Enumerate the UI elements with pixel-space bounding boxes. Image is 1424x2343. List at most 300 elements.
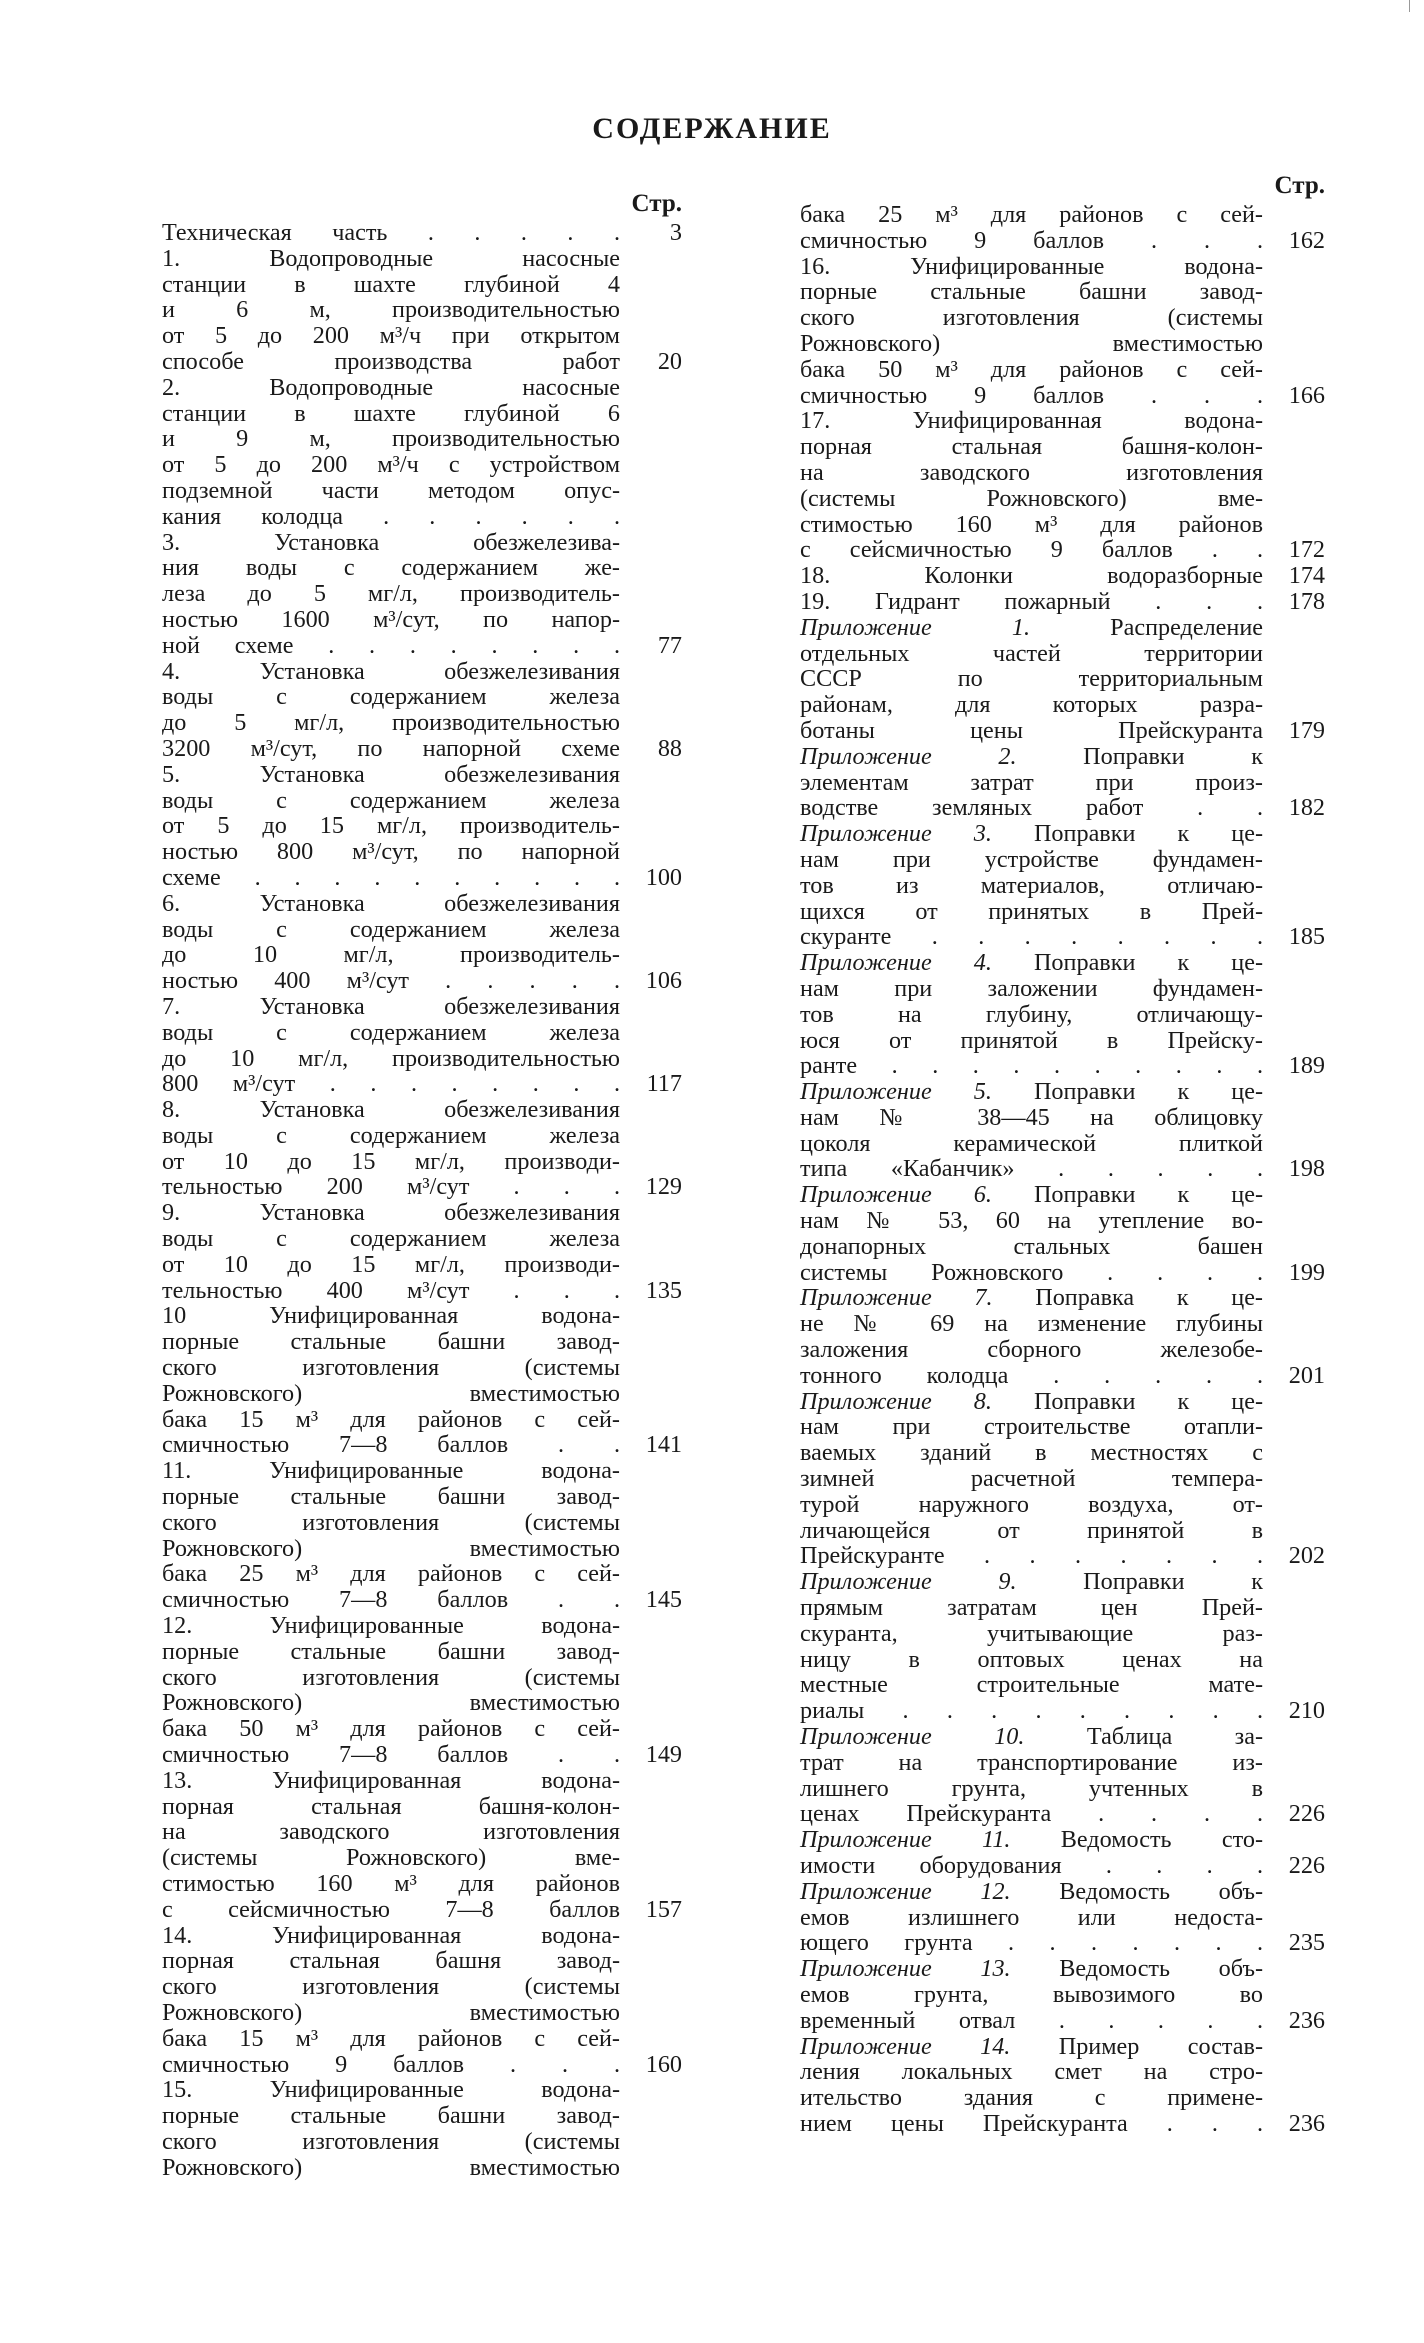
toc-entry-line bbox=[162, 1819, 682, 1845]
toc-entry-line bbox=[800, 305, 1325, 331]
toc-entry-line bbox=[800, 770, 1325, 796]
toc-page-number: 77 bbox=[657, 631, 682, 659]
toc-entry-line bbox=[162, 762, 682, 788]
toc-entry-line bbox=[800, 1930, 1325, 1956]
toc-entry-text: от 5 до 15 мг/л, производитель- bbox=[162, 812, 620, 840]
toc-entry-line bbox=[800, 2008, 1325, 2034]
toc-entry-line bbox=[800, 2034, 1325, 2060]
toc-page-number: 145 bbox=[645, 1586, 682, 1614]
toc-page-number: 179 bbox=[1288, 716, 1325, 744]
toc-entry-text: ной схеме . . . . . . . . bbox=[162, 631, 620, 659]
toc-entry-text: емов грунта, вывозимого во bbox=[800, 1980, 1263, 2008]
toc-entry-text: Рожновского) вместимостью bbox=[162, 2153, 620, 2181]
toc-right-column bbox=[800, 172, 1325, 2137]
toc-entry-text: ваемых зданий в местностях с bbox=[800, 1439, 1263, 1467]
toc-entry-line bbox=[162, 710, 682, 736]
toc-entry-line bbox=[162, 2000, 682, 2026]
toc-entry-line bbox=[162, 1149, 682, 1175]
toc-entry-text: смичностью 9 баллов . . . bbox=[800, 381, 1263, 409]
toc-entry-text: ностью 800 м³/сут, по напорной bbox=[162, 838, 620, 866]
toc-entry-text: на заводского изготовления bbox=[800, 458, 1263, 486]
toc-entry-text: бака 25 м³ для районов с сей- bbox=[800, 201, 1263, 228]
appendix-label: Приложение 3. bbox=[800, 820, 992, 848]
toc-entry-text: Приложение 6. Поправки к це- bbox=[800, 1181, 1263, 1209]
toc-entry-text: Приложение 2. Поправки к bbox=[800, 742, 1263, 770]
appendix-label: Приложение 11. bbox=[800, 1826, 1011, 1854]
toc-entry-line bbox=[162, 555, 682, 581]
toc-entry-line bbox=[800, 641, 1325, 667]
toc-entry-line bbox=[800, 873, 1325, 899]
toc-right-entries bbox=[800, 202, 1325, 2137]
toc-entry-line bbox=[800, 1105, 1325, 1131]
toc-entry-line bbox=[800, 1002, 1325, 1028]
toc-entry-line bbox=[162, 1794, 682, 1820]
toc-entry-line bbox=[800, 692, 1325, 718]
toc-entry-text: ского изготовления (системы bbox=[162, 1354, 620, 1382]
toc-entry-line bbox=[162, 2052, 682, 2078]
toc-entry-text: нам при заложении фундамен- bbox=[800, 974, 1263, 1002]
toc-entry-text: Приложение 11. Ведомость сто- bbox=[800, 1826, 1264, 1854]
toc-page-number: 202 bbox=[1288, 1542, 1325, 1570]
toc-entry-text: тельностью 400 м³/сут . . . bbox=[162, 1276, 620, 1304]
toc-entry-line bbox=[800, 1260, 1325, 1286]
toc-entry-line bbox=[800, 899, 1325, 925]
toc-page-number: 182 bbox=[1288, 794, 1325, 822]
toc-page-number: 141 bbox=[645, 1431, 682, 1459]
toc-entry-text: (системы Рожновского) вме- bbox=[162, 1844, 620, 1872]
toc-entry-line bbox=[162, 1768, 682, 1794]
toc-entry-text: Приложение 9. Поправки к bbox=[800, 1568, 1263, 1596]
toc-entry-text: схеме . . . . . . . . . . bbox=[162, 863, 620, 891]
toc-entry-text: нам при строительстве отапли- bbox=[800, 1413, 1263, 1441]
toc-entry-line bbox=[800, 1750, 1325, 1776]
toc-entry-text: станции в шахте глубиной 4 bbox=[162, 270, 620, 298]
toc-entry-text: порная стальная башня завод- bbox=[162, 1947, 620, 1975]
toc-entry-line bbox=[162, 581, 682, 607]
toc-entry-line bbox=[800, 537, 1325, 563]
toc-page-number: 166 bbox=[1288, 381, 1325, 409]
toc-entry-text: порные стальные башни завод- bbox=[162, 2102, 620, 2130]
toc-entry-line bbox=[162, 2026, 682, 2052]
toc-entry-line bbox=[162, 1897, 682, 1923]
toc-entry-text: тонного колодца . . . . . bbox=[800, 1361, 1263, 1389]
toc-entry-text: и 6 м, производительностью bbox=[162, 296, 620, 324]
toc-entry-line bbox=[162, 1923, 682, 1949]
toc-entry-line bbox=[162, 1871, 682, 1897]
toc-page-number: 20 bbox=[657, 347, 682, 375]
toc-entry-text: стимостью 160 м³ для районов bbox=[162, 1870, 620, 1897]
toc-entry-text: 14. Унифицированная водона- bbox=[162, 1921, 620, 1949]
toc-entry-text: 4. Установка обезжелезивания bbox=[162, 657, 620, 685]
toc-entry-line bbox=[800, 383, 1325, 409]
toc-entry-text: ского изготовления (системы bbox=[800, 304, 1263, 332]
toc-entry-text: 800 м³/сут . . . . . . . . bbox=[162, 1070, 620, 1098]
toc-entry-text: ностью 400 м³/сут . . . . . bbox=[162, 967, 620, 995]
toc-entry-line bbox=[162, 1974, 682, 2000]
toc-entry-text: не № 69 на изменение глубины bbox=[800, 1310, 1263, 1338]
toc-entry-text: смичностью 7—8 баллов . . bbox=[162, 1431, 620, 1459]
toc-entry-text: бака 50 м³ для районов с сей- bbox=[162, 1715, 620, 1743]
toc-entry-text: временный отвал . . . . . bbox=[800, 2006, 1263, 2034]
toc-entry-text: от 5 до 200 м³/ч при открытом bbox=[162, 322, 620, 350]
appendix-label: Приложение 14. bbox=[800, 2032, 1011, 2060]
toc-entry-text: риалы . . . . . . . . . bbox=[800, 1697, 1263, 1725]
toc-entry-text: ранте . . . . . . . . . . bbox=[800, 1052, 1263, 1080]
toc-entry-line bbox=[162, 2155, 682, 2181]
page-column-header-right: Стр. bbox=[1274, 172, 1325, 199]
toc-entry-text: от 10 до 15 мг/л, производи- bbox=[162, 1250, 620, 1278]
toc-entry-text: Приложение 4. Поправки к це- bbox=[800, 949, 1263, 977]
toc-entry-text: порные стальные башни завод- bbox=[800, 278, 1263, 306]
toc-entry-line bbox=[162, 1046, 682, 1072]
toc-entry-line bbox=[800, 1982, 1325, 2008]
toc-entry-line bbox=[800, 486, 1325, 512]
toc-entry-text: тов из материалов, отличаю- bbox=[800, 871, 1263, 899]
toc-entry-line bbox=[162, 633, 682, 659]
toc-entry-text: СССР по территориальным bbox=[800, 665, 1263, 693]
toc-entry-text: 15. Унифицированные водона- bbox=[162, 2076, 620, 2104]
toc-entry-text: 12. Унифицированные водона- bbox=[162, 1612, 620, 1640]
toc-entry-text: леза до 5 мг/л, производитель- bbox=[162, 580, 620, 608]
toc-entry-line bbox=[800, 1053, 1325, 1079]
toc-entry-text: бака 15 м³ для районов с сей- bbox=[162, 2024, 620, 2052]
toc-entry-text: порные стальные башни завод- bbox=[162, 1637, 620, 1665]
toc-entry-text: с сейсмичностью 7—8 баллов bbox=[162, 1895, 620, 1923]
toc-entry-text: смичностью 9 баллов . . . bbox=[162, 2050, 620, 2078]
toc-page-number: 226 bbox=[1288, 1800, 1325, 1828]
toc-entry-line bbox=[800, 1853, 1325, 1879]
toc-entry-line bbox=[162, 2103, 682, 2129]
page-edge-mark bbox=[1409, 0, 1410, 12]
toc-entry-text: Приложение 13. Ведомость объ- bbox=[800, 1955, 1264, 1983]
toc-entry-text: воды с содержанием железа bbox=[162, 1225, 620, 1253]
appendix-label: Приложение 8. bbox=[800, 1387, 992, 1415]
toc-entry-line bbox=[162, 375, 682, 401]
toc-entry-text: Приложение 14. Пример состав- bbox=[800, 2032, 1264, 2060]
toc-entry-line bbox=[800, 1827, 1325, 1853]
toc-entry-text: цоколя керамической плиткой bbox=[800, 1129, 1263, 1157]
toc-entry-line bbox=[800, 666, 1325, 692]
toc-entry-text: 10 Унифицированная водона- bbox=[162, 1302, 620, 1330]
toc-entry-line bbox=[800, 795, 1325, 821]
toc-entry-line bbox=[162, 917, 682, 943]
toc-entry-text: на заводского изготовления bbox=[162, 1818, 620, 1846]
toc-entry-text: Прейскуранте . . . . . . . bbox=[800, 1542, 1263, 1570]
toc-entry-line bbox=[162, 1510, 682, 1536]
toc-page-number: 189 bbox=[1288, 1052, 1325, 1080]
toc-page-number: 160 bbox=[645, 2050, 682, 2078]
toc-entry-line bbox=[162, 942, 682, 968]
toc-entry-line bbox=[162, 1303, 682, 1329]
toc-entry-text: лишнего грунта, учтенных в bbox=[800, 1774, 1263, 1802]
toc-entry-line bbox=[162, 1097, 682, 1123]
toc-entry-text: нам при устройстве фундамен- bbox=[800, 845, 1263, 873]
toc-entry-text: смичностью 9 баллов . . . bbox=[800, 226, 1263, 254]
toc-entry-text: воды с содержанием железа bbox=[162, 683, 620, 711]
toc-entry-text: ницу в оптовых ценах на bbox=[800, 1645, 1263, 1673]
toc-entry-text: местные строительные мате- bbox=[800, 1671, 1263, 1699]
appendix-label: Приложение 6. bbox=[800, 1181, 992, 1209]
toc-entry-line bbox=[800, 1776, 1325, 1802]
toc-page-number: 162 bbox=[1288, 226, 1325, 254]
toc-entry-line bbox=[800, 1311, 1325, 1337]
toc-entry-line bbox=[800, 589, 1325, 615]
toc-entry-text: 2. Водопроводные насосные bbox=[162, 373, 620, 401]
toc-entry-line bbox=[800, 1621, 1325, 1647]
toc-entry-text: тельностью 200 м³/сут . . . bbox=[162, 1173, 620, 1201]
toc-entry-line bbox=[162, 530, 682, 556]
toc-entry-line bbox=[162, 1278, 682, 1304]
toc-entry-line bbox=[800, 718, 1325, 744]
toc-entry-line bbox=[162, 736, 682, 762]
toc-entry-line bbox=[800, 821, 1325, 847]
toc-page-number: 198 bbox=[1288, 1155, 1325, 1183]
toc-entry-line bbox=[800, 279, 1325, 305]
toc-entry-text: донапорных стальных башен bbox=[800, 1232, 1263, 1260]
toc-entry-text: 16. Унифицированные водона- bbox=[800, 252, 1263, 280]
toc-entry-line bbox=[162, 839, 682, 865]
toc-entry-text: и 9 м, производительностью bbox=[162, 425, 620, 453]
toc-entry-line bbox=[800, 1518, 1325, 1544]
toc-entry-text: ценах Прейскуранта . . . . bbox=[800, 1800, 1263, 1828]
toc-entry-line bbox=[800, 254, 1325, 280]
toc-entry-text: нием цены Прейскуранта . . . bbox=[800, 2109, 1263, 2137]
toc-entry-text: ностью 1600 м³/сут, по напор- bbox=[162, 605, 620, 633]
toc-entry-text: водстве земляных работ . . bbox=[800, 794, 1263, 822]
toc-entry-text: отдельных частей территории bbox=[800, 639, 1263, 667]
toc-entry-text: нам № 38—45 на облицовку bbox=[800, 1103, 1263, 1131]
toc-entry-line bbox=[800, 744, 1325, 770]
toc-entry-line bbox=[800, 1672, 1325, 1698]
toc-entry-line bbox=[162, 1639, 682, 1665]
toc-entry-text: юся от принятой в Прейску- bbox=[800, 1026, 1263, 1054]
toc-entry-line bbox=[162, 478, 682, 504]
toc-page-number: 226 bbox=[1288, 1852, 1325, 1879]
toc-entry-text: ботаны цены Прейскуранта bbox=[800, 716, 1263, 744]
toc-page-number: 100 bbox=[645, 863, 682, 891]
toc-page-number: 157 bbox=[645, 1895, 682, 1923]
toc-entry-text: станции в шахте глубиной 6 bbox=[162, 399, 620, 427]
toc-page-number: 210 bbox=[1288, 1697, 1325, 1725]
toc-page-number: 236 bbox=[1288, 2109, 1325, 2137]
toc-entry-text: Рожновского) вместимостью bbox=[162, 1379, 620, 1407]
toc-entry-text: скуранта, учитывающие раз- bbox=[800, 1619, 1263, 1647]
toc-entry-text: 19. Гидрант пожарный . . . bbox=[800, 587, 1263, 615]
toc-entry-text: до 10 мг/л, производительностью bbox=[162, 1044, 620, 1072]
toc-entry-text: 1. Водопроводные насосные bbox=[162, 244, 620, 272]
toc-entry-text: с сейсмичностью 9 баллов . . bbox=[800, 536, 1263, 564]
toc-entry-text: 17. Унифицированная водона- bbox=[800, 407, 1263, 435]
toc-entry-line bbox=[162, 1174, 682, 1200]
toc-entry-text: имости оборудования . . . . bbox=[800, 1852, 1263, 1879]
toc-entry-line bbox=[162, 1690, 682, 1716]
toc-entry-text: ского изготовления (системы bbox=[162, 1508, 620, 1536]
toc-entry-line bbox=[800, 1337, 1325, 1363]
toc-entry-text: 3200 м³/сут, по напорной схеме bbox=[162, 734, 620, 762]
toc-entry-text: от 10 до 15 мг/л, производи- bbox=[162, 1147, 620, 1175]
toc-entry-text: Приложение 1. Распределение bbox=[800, 613, 1263, 641]
toc-page-number: 178 bbox=[1288, 587, 1325, 615]
toc-entry-line bbox=[162, 659, 682, 685]
toc-entry-text: тов на глубину, отличающу- bbox=[800, 1000, 1263, 1028]
toc-entry-line bbox=[162, 1742, 682, 1768]
toc-entry-line bbox=[800, 1905, 1325, 1931]
toc-entry-line bbox=[162, 272, 682, 298]
toc-page-number: 201 bbox=[1288, 1361, 1325, 1389]
toc-entry-line bbox=[162, 1845, 682, 1871]
toc-entry-line bbox=[800, 2085, 1325, 2111]
toc-entry-text: ления локальных смет на стро- bbox=[800, 2058, 1263, 2086]
toc-entry-line bbox=[162, 1123, 682, 1149]
toc-entry-line bbox=[162, 1226, 682, 1252]
toc-entry-line bbox=[800, 1801, 1325, 1827]
toc-entry-line bbox=[162, 1587, 682, 1613]
toc-entry-line bbox=[800, 228, 1325, 254]
toc-entry-line bbox=[162, 1407, 682, 1433]
toc-entry-line bbox=[162, 246, 682, 272]
toc-entry-text: системы Рожновского . . . . bbox=[800, 1258, 1263, 1286]
toc-entry-text: смичностью 7—8 баллов . . bbox=[162, 1586, 620, 1614]
toc-entry-text: 8. Установка обезжелезивания bbox=[162, 1096, 620, 1124]
toc-entry-text: порная стальная башня-колон- bbox=[800, 433, 1263, 461]
toc-entry-line bbox=[162, 607, 682, 633]
toc-entry-line bbox=[162, 1484, 682, 1510]
toc-entry-line bbox=[162, 1252, 682, 1278]
toc-entry-line bbox=[800, 976, 1325, 1002]
toc-entry-line bbox=[162, 2129, 682, 2155]
toc-entry-line bbox=[800, 1131, 1325, 1157]
toc-entry-text: Техническая часть . . . . . bbox=[162, 219, 620, 246]
toc-entry-line bbox=[800, 1543, 1325, 1569]
toc-entry-line bbox=[800, 434, 1325, 460]
toc-entry-text: 18. Колонки водоразборные bbox=[800, 562, 1263, 590]
toc-entry-line bbox=[800, 1569, 1325, 1595]
toc-entry-line bbox=[800, 1724, 1325, 1750]
toc-entry-line bbox=[162, 1071, 682, 1097]
toc-entry-line bbox=[162, 401, 682, 427]
toc-entry-line bbox=[162, 349, 682, 375]
appendix-label: Приложение 2. bbox=[800, 742, 1017, 770]
toc-entry-text: турой наружного воздуха, от- bbox=[800, 1490, 1263, 1518]
toc-page-number: 3 bbox=[669, 219, 682, 246]
toc-entry-text: 6. Установка обезжелезивания bbox=[162, 889, 620, 917]
toc-page-number: 236 bbox=[1288, 2006, 1325, 2034]
toc-entry-text: прямым затратам цен Прей- bbox=[800, 1594, 1263, 1622]
toc-entry-text: Рожновского) вместимостью bbox=[162, 1534, 620, 1562]
toc-entry-text: бака 25 м³ для районов с сей- bbox=[162, 1560, 620, 1588]
toc-entry-line bbox=[800, 1879, 1325, 1905]
toc-entry-text: бака 50 м³ для районов с сей- bbox=[800, 355, 1263, 383]
toc-entry-line bbox=[800, 924, 1325, 950]
toc-entry-text: подземной части методом опус- bbox=[162, 476, 620, 504]
toc-page-number: 149 bbox=[645, 1741, 682, 1769]
toc-page-number: 185 bbox=[1288, 923, 1325, 951]
toc-entry-text: ния воды с содержанием же- bbox=[162, 554, 620, 582]
toc-entry-line bbox=[800, 1440, 1325, 1466]
toc-entry-line bbox=[162, 1665, 682, 1691]
toc-entry-line bbox=[162, 994, 682, 1020]
toc-entry-text: воды с содержанием железа bbox=[162, 1121, 620, 1149]
toc-entry-text: 9. Установка обезжелезивания bbox=[162, 1199, 620, 1227]
appendix-label: Приложение 4. bbox=[800, 949, 992, 977]
toc-entry-line bbox=[162, 813, 682, 839]
toc-entry-line bbox=[800, 331, 1325, 357]
toc-entry-text: порная стальная башня-колон- bbox=[162, 1792, 620, 1820]
toc-entry-line bbox=[800, 615, 1325, 641]
toc-entry-line bbox=[800, 2111, 1325, 2137]
appendix-label: Приложение 13. bbox=[800, 1955, 1011, 1983]
toc-entry-text: кания колодца . . . . . . bbox=[162, 502, 620, 530]
toc-entry-text: (системы Рожновского) вме- bbox=[800, 484, 1263, 512]
toc-entry-text: ского изготовления (системы bbox=[162, 1973, 620, 2001]
toc-entry-text: элементам затрат при произ- bbox=[800, 768, 1263, 796]
toc-entry-line bbox=[800, 408, 1325, 434]
toc-entry-line bbox=[800, 1956, 1325, 1982]
toc-entry-line bbox=[800, 1079, 1325, 1105]
toc-entry-line bbox=[800, 1595, 1325, 1621]
toc-entry-text: способе производства работ bbox=[162, 347, 620, 375]
toc-entry-text: ющего грунта . . . . . . . bbox=[800, 1929, 1263, 1957]
toc-entry-line bbox=[162, 1716, 682, 1742]
toc-entry-line bbox=[162, 1329, 682, 1355]
toc-entry-text: Приложение 8. Поправки к це- bbox=[800, 1387, 1263, 1415]
toc-entry-line bbox=[800, 1363, 1325, 1389]
toc-left-entries bbox=[162, 220, 682, 2181]
toc-page-number: 117 bbox=[646, 1070, 682, 1098]
toc-entry-text: личающейся от принятой в bbox=[800, 1516, 1263, 1544]
toc-entry-line bbox=[800, 847, 1325, 873]
appendix-label: Приложение 12. bbox=[800, 1877, 1011, 1905]
toc-entry-line bbox=[800, 1156, 1325, 1182]
toc-entry-line bbox=[162, 891, 682, 917]
toc-left-column bbox=[162, 188, 682, 2181]
toc-entry-text: щихся от принятых в Прей- bbox=[800, 897, 1263, 925]
toc-entry-text: емов излишнего или недоста- bbox=[800, 1903, 1263, 1931]
toc-entry-line bbox=[162, 865, 682, 891]
appendix-label: Приложение 10. bbox=[800, 1723, 1025, 1751]
toc-entry-line bbox=[162, 1458, 682, 1484]
toc-entry-line bbox=[800, 1466, 1325, 1492]
toc-entry-line bbox=[162, 2077, 682, 2103]
appendix-label: Приложение 9. bbox=[800, 1568, 1017, 1596]
toc-entry-line bbox=[800, 512, 1325, 538]
toc-entry-line bbox=[162, 1020, 682, 1046]
toc-entry-line bbox=[162, 452, 682, 478]
toc-entry-text: Приложение 5. Поправки к це- bbox=[800, 1078, 1263, 1106]
page-title: СОДЕРЖАНИЕ bbox=[592, 112, 832, 145]
toc-entry-text: стимостью 160 м³ для районов bbox=[800, 510, 1263, 538]
toc-entry-text: Приложение 7. Поправка к це- bbox=[800, 1284, 1263, 1312]
toc-entry-text: 7. Установка обезжелезивания bbox=[162, 992, 620, 1020]
toc-page-number: 88 bbox=[657, 734, 682, 762]
toc-entry-text: воды с содержанием железа bbox=[162, 1018, 620, 1046]
appendix-label: Приложение 5. bbox=[800, 1078, 992, 1106]
toc-entry-line bbox=[162, 323, 682, 349]
toc-entry-line bbox=[800, 563, 1325, 589]
toc-entry-line bbox=[162, 1561, 682, 1587]
toc-entry-line bbox=[800, 202, 1325, 228]
toc-page-number: 106 bbox=[645, 967, 682, 995]
toc-entry-line bbox=[162, 1613, 682, 1639]
toc-entry-text: порные стальные башни завод- bbox=[162, 1483, 620, 1511]
appendix-label: Приложение 1. bbox=[800, 613, 1031, 641]
toc-page-number: 172 bbox=[1288, 536, 1325, 564]
toc-page-number: 235 bbox=[1288, 1929, 1325, 1957]
toc-entry-text: Рожновского) вместимостью bbox=[162, 1689, 620, 1717]
toc-entry-line bbox=[162, 1381, 682, 1407]
toc-entry-line bbox=[800, 1698, 1325, 1724]
toc-entry-text: 3. Установка обезжелезива- bbox=[162, 528, 620, 556]
